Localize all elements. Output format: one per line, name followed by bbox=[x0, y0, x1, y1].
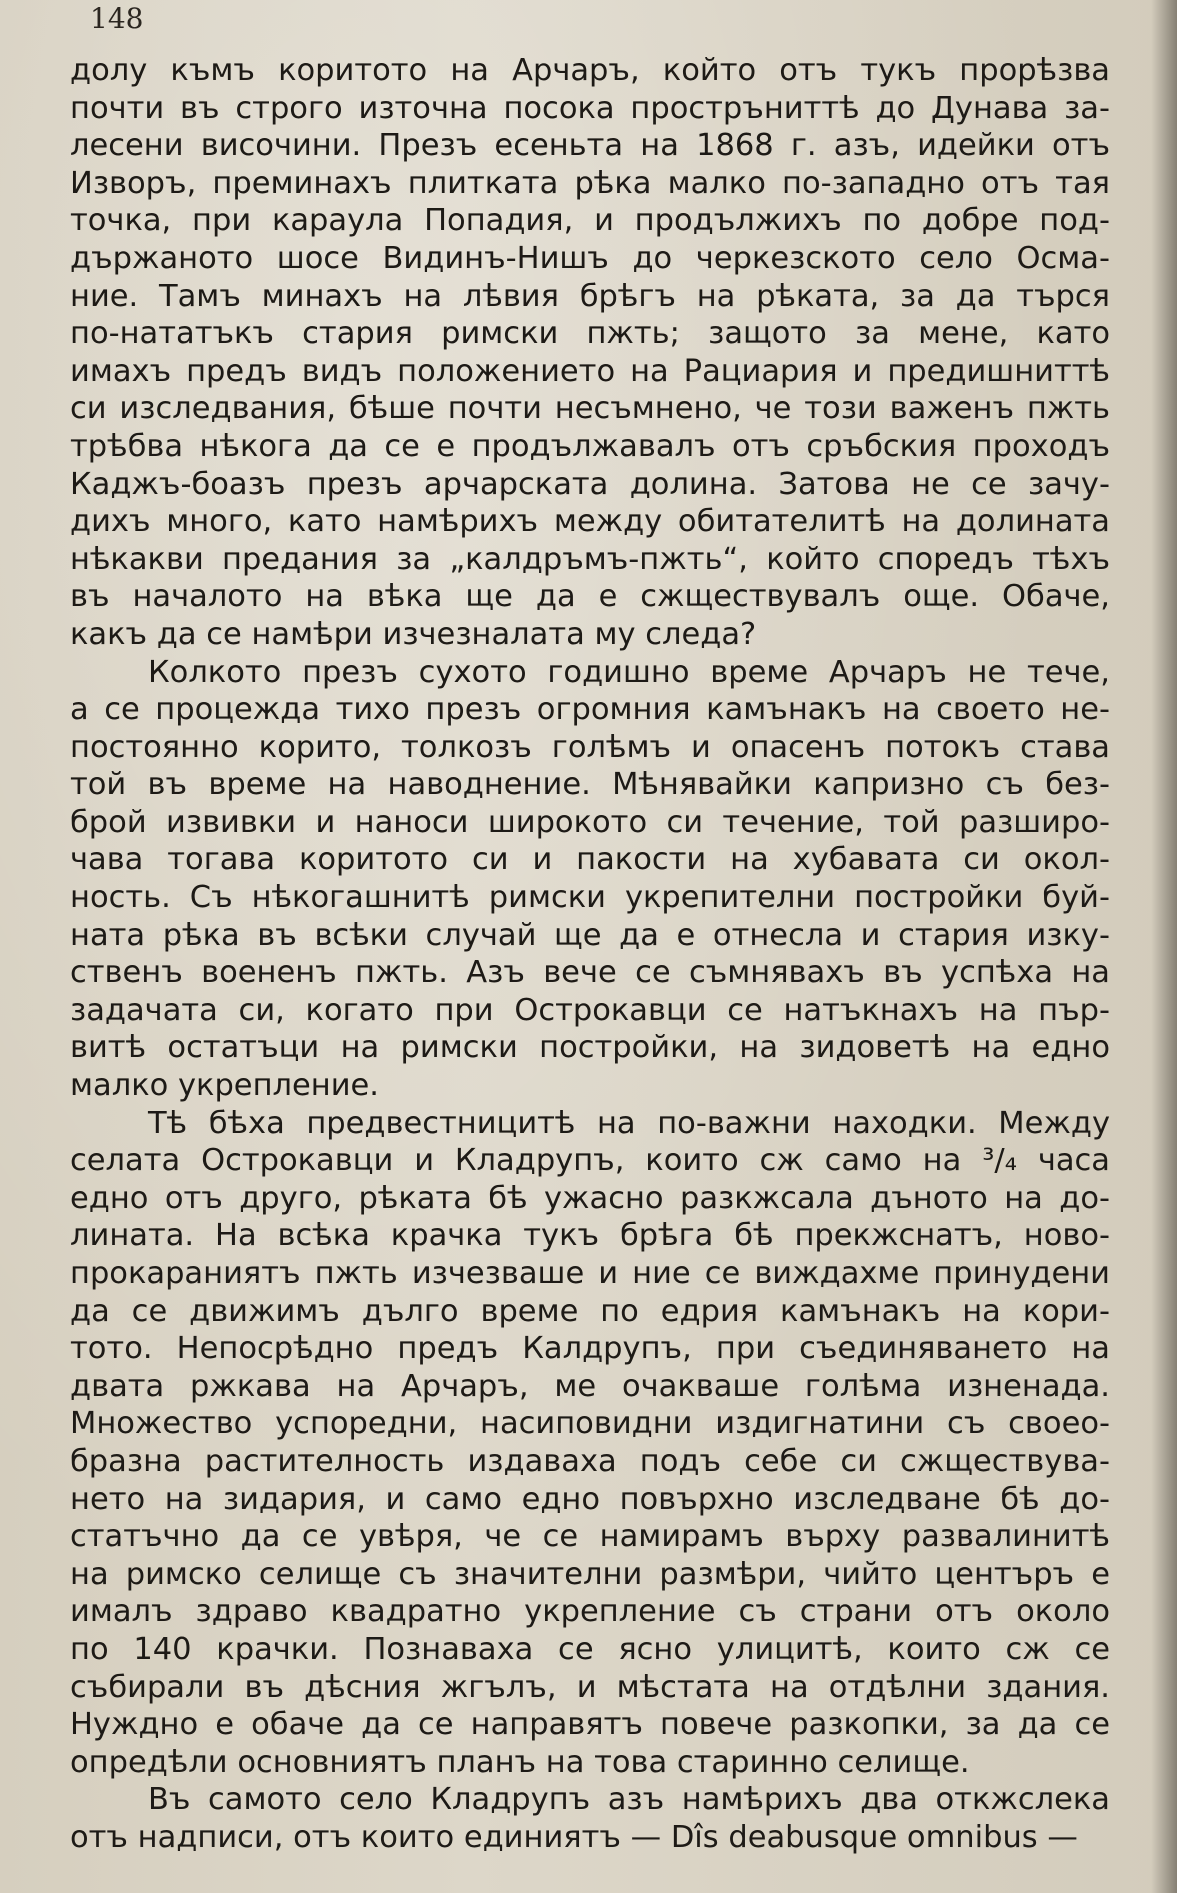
text-line: той въ време на наводнение. Мѣнявайки капризно съ без- bbox=[70, 767, 1110, 803]
text-line: брой извивки и наноси широкото си течение, той разширо- bbox=[70, 804, 1110, 840]
text-line: трѣбва нѣкога да се е продължавалъ отъ сръбския проходъ bbox=[70, 428, 1110, 464]
text-line: лината. На всѣка крачка тукъ брѣга бѣ прекжснатъ, ново- bbox=[70, 1218, 1110, 1254]
text-line: долу къмъ коритото на Арчаръ, който отъ тукъ прорѣзва bbox=[70, 53, 1110, 88]
text-line: Въ самото село Кладрупъ азъ намѣрихъ два откжслека bbox=[148, 1782, 1110, 1818]
text-line: по 140 крачки. Познаваха се ясно улицитѣ, които сж се bbox=[70, 1631, 1110, 1667]
text-line: ималъ здраво квадратно укрепление съ страни отъ около bbox=[70, 1594, 1110, 1630]
text-line: малко укрепление. bbox=[70, 1068, 379, 1104]
text-line: двата ржкава на Арчаръ, ме очакваше голѣма изненада. bbox=[70, 1368, 1110, 1404]
text-line: нето на зидария, и само едно повърхно изследване бѣ до- bbox=[70, 1481, 1110, 1517]
text-line: събирали въ дѣсния жгълъ, и мѣстата на отдѣлни здания. bbox=[70, 1669, 1110, 1705]
text-line: държаното шосе Видинъ-Нишъ до черкезското село Осма- bbox=[70, 240, 1110, 276]
text-line: си изследвания, бѣше почти несъмнено, че този важенъ пжть bbox=[70, 391, 1110, 427]
body-text bbox=[70, 52, 1110, 1857]
text-line: нѣкакви предания за „калдръмъ-пжть“, който споредъ тѣхъ bbox=[70, 541, 1110, 577]
text-line: по-нататъкъ стария римски пжть; защото за мене, като bbox=[70, 316, 1110, 352]
text-line: ние. Тамъ минахъ на лѣвия брѣгъ на рѣката, за да търся bbox=[70, 278, 1110, 314]
text-line: Изворъ, преминахъ плитката рѣка малко по-западно отъ тая bbox=[70, 165, 1110, 201]
text-line: едно отъ друго, рѣката бѣ ужасно разкжсала дъното на до- bbox=[70, 1180, 1110, 1216]
text-line: почти въ строго източна посока простръниттѣ до Дунава за- bbox=[70, 90, 1110, 126]
text-line: ната рѣка въ всѣки случай ще да е отнесла и стария изку- bbox=[70, 917, 1110, 953]
text-line: витѣ остатъци на римски постройки, на зидоветѣ на едно bbox=[70, 1030, 1110, 1066]
text-line: да се движимъ дълго време по едрия камънакъ на кори- bbox=[70, 1293, 1110, 1329]
text-line: Множество успоредни, насиповидни издигнатини съ своео- bbox=[70, 1406, 1110, 1442]
text-line: лесени височини. Презъ есеньта на 1868 г. азъ, идейки отъ bbox=[70, 128, 1110, 164]
text-line: Каджъ-боазъ презъ арчарската долина. Затова не се зачу- bbox=[70, 466, 1110, 502]
text-line: Колкото презъ сухото годишно време Арчаръ не тече, bbox=[148, 654, 1110, 690]
text-line: бразна растителность издаваха подъ себе си сжществува- bbox=[70, 1443, 1110, 1479]
text-line: ственъ воененъ пжть. Азъ вече се съмнявахъ въ успѣха на bbox=[70, 955, 1110, 991]
text-line: ность. Съ нѣкогашнитѣ римски укрепителни постройки буй- bbox=[70, 880, 1110, 916]
text-line: постоянно корито, толкозъ голѣмъ и опасенъ потокъ става bbox=[70, 729, 1110, 765]
text-line: прокараниятъ пжть изчезваше и ние се виждахме принудени bbox=[70, 1256, 1110, 1291]
text-line: чава тогава коритото си и пакости на хубавата си окол- bbox=[70, 842, 1110, 878]
text-line: точка, при караула Попадия, и продължихъ по добре под- bbox=[70, 203, 1110, 239]
page-edge-shadow bbox=[1151, 0, 1177, 1893]
text-line: имахъ предъ видъ положението на Рациария и предишниттѣ bbox=[70, 353, 1110, 389]
text-line: отъ надписи, отъ които единиятъ — Dîs deabusque omnibus — bbox=[70, 1819, 1078, 1855]
text-line: какъ да се намѣри изчезналата му следа? bbox=[70, 616, 757, 652]
page-number: 148 bbox=[90, 2, 144, 35]
text-line: а се процежда тихо презъ огромния камънакъ на своето не- bbox=[70, 692, 1110, 728]
text-line: статъчно да се увѣря, че се намирамъ върху развалинитѣ bbox=[70, 1519, 1110, 1555]
text-line: тото. Непосрѣдно предъ Калдрупъ, при съединяването на bbox=[70, 1331, 1110, 1367]
text-line: Нуждно е обаче да се направятъ повече разкопки, за да се bbox=[70, 1707, 1110, 1743]
text-line: дихъ много, като намѣрихъ между обитателитѣ на долината bbox=[70, 504, 1110, 540]
text-line: на римско селище съ значителни размѣри, чийто центъръ е bbox=[70, 1556, 1110, 1592]
text-line: селата Острокавци и Кладрупъ, които сж само на ³/₄ часа bbox=[70, 1143, 1110, 1179]
text-line: въ началото на вѣка ще да е сжществувалъ още. Обаче, bbox=[70, 579, 1110, 615]
text-line: задачата си, когато при Острокавци се натъкнахъ на пър- bbox=[70, 992, 1110, 1028]
text-line: Тѣ бѣха предвестницитѣ на по-важни находки. Между bbox=[148, 1105, 1110, 1141]
text-line: опредѣли основниятъ планъ на това старинно селище. bbox=[70, 1744, 970, 1780]
